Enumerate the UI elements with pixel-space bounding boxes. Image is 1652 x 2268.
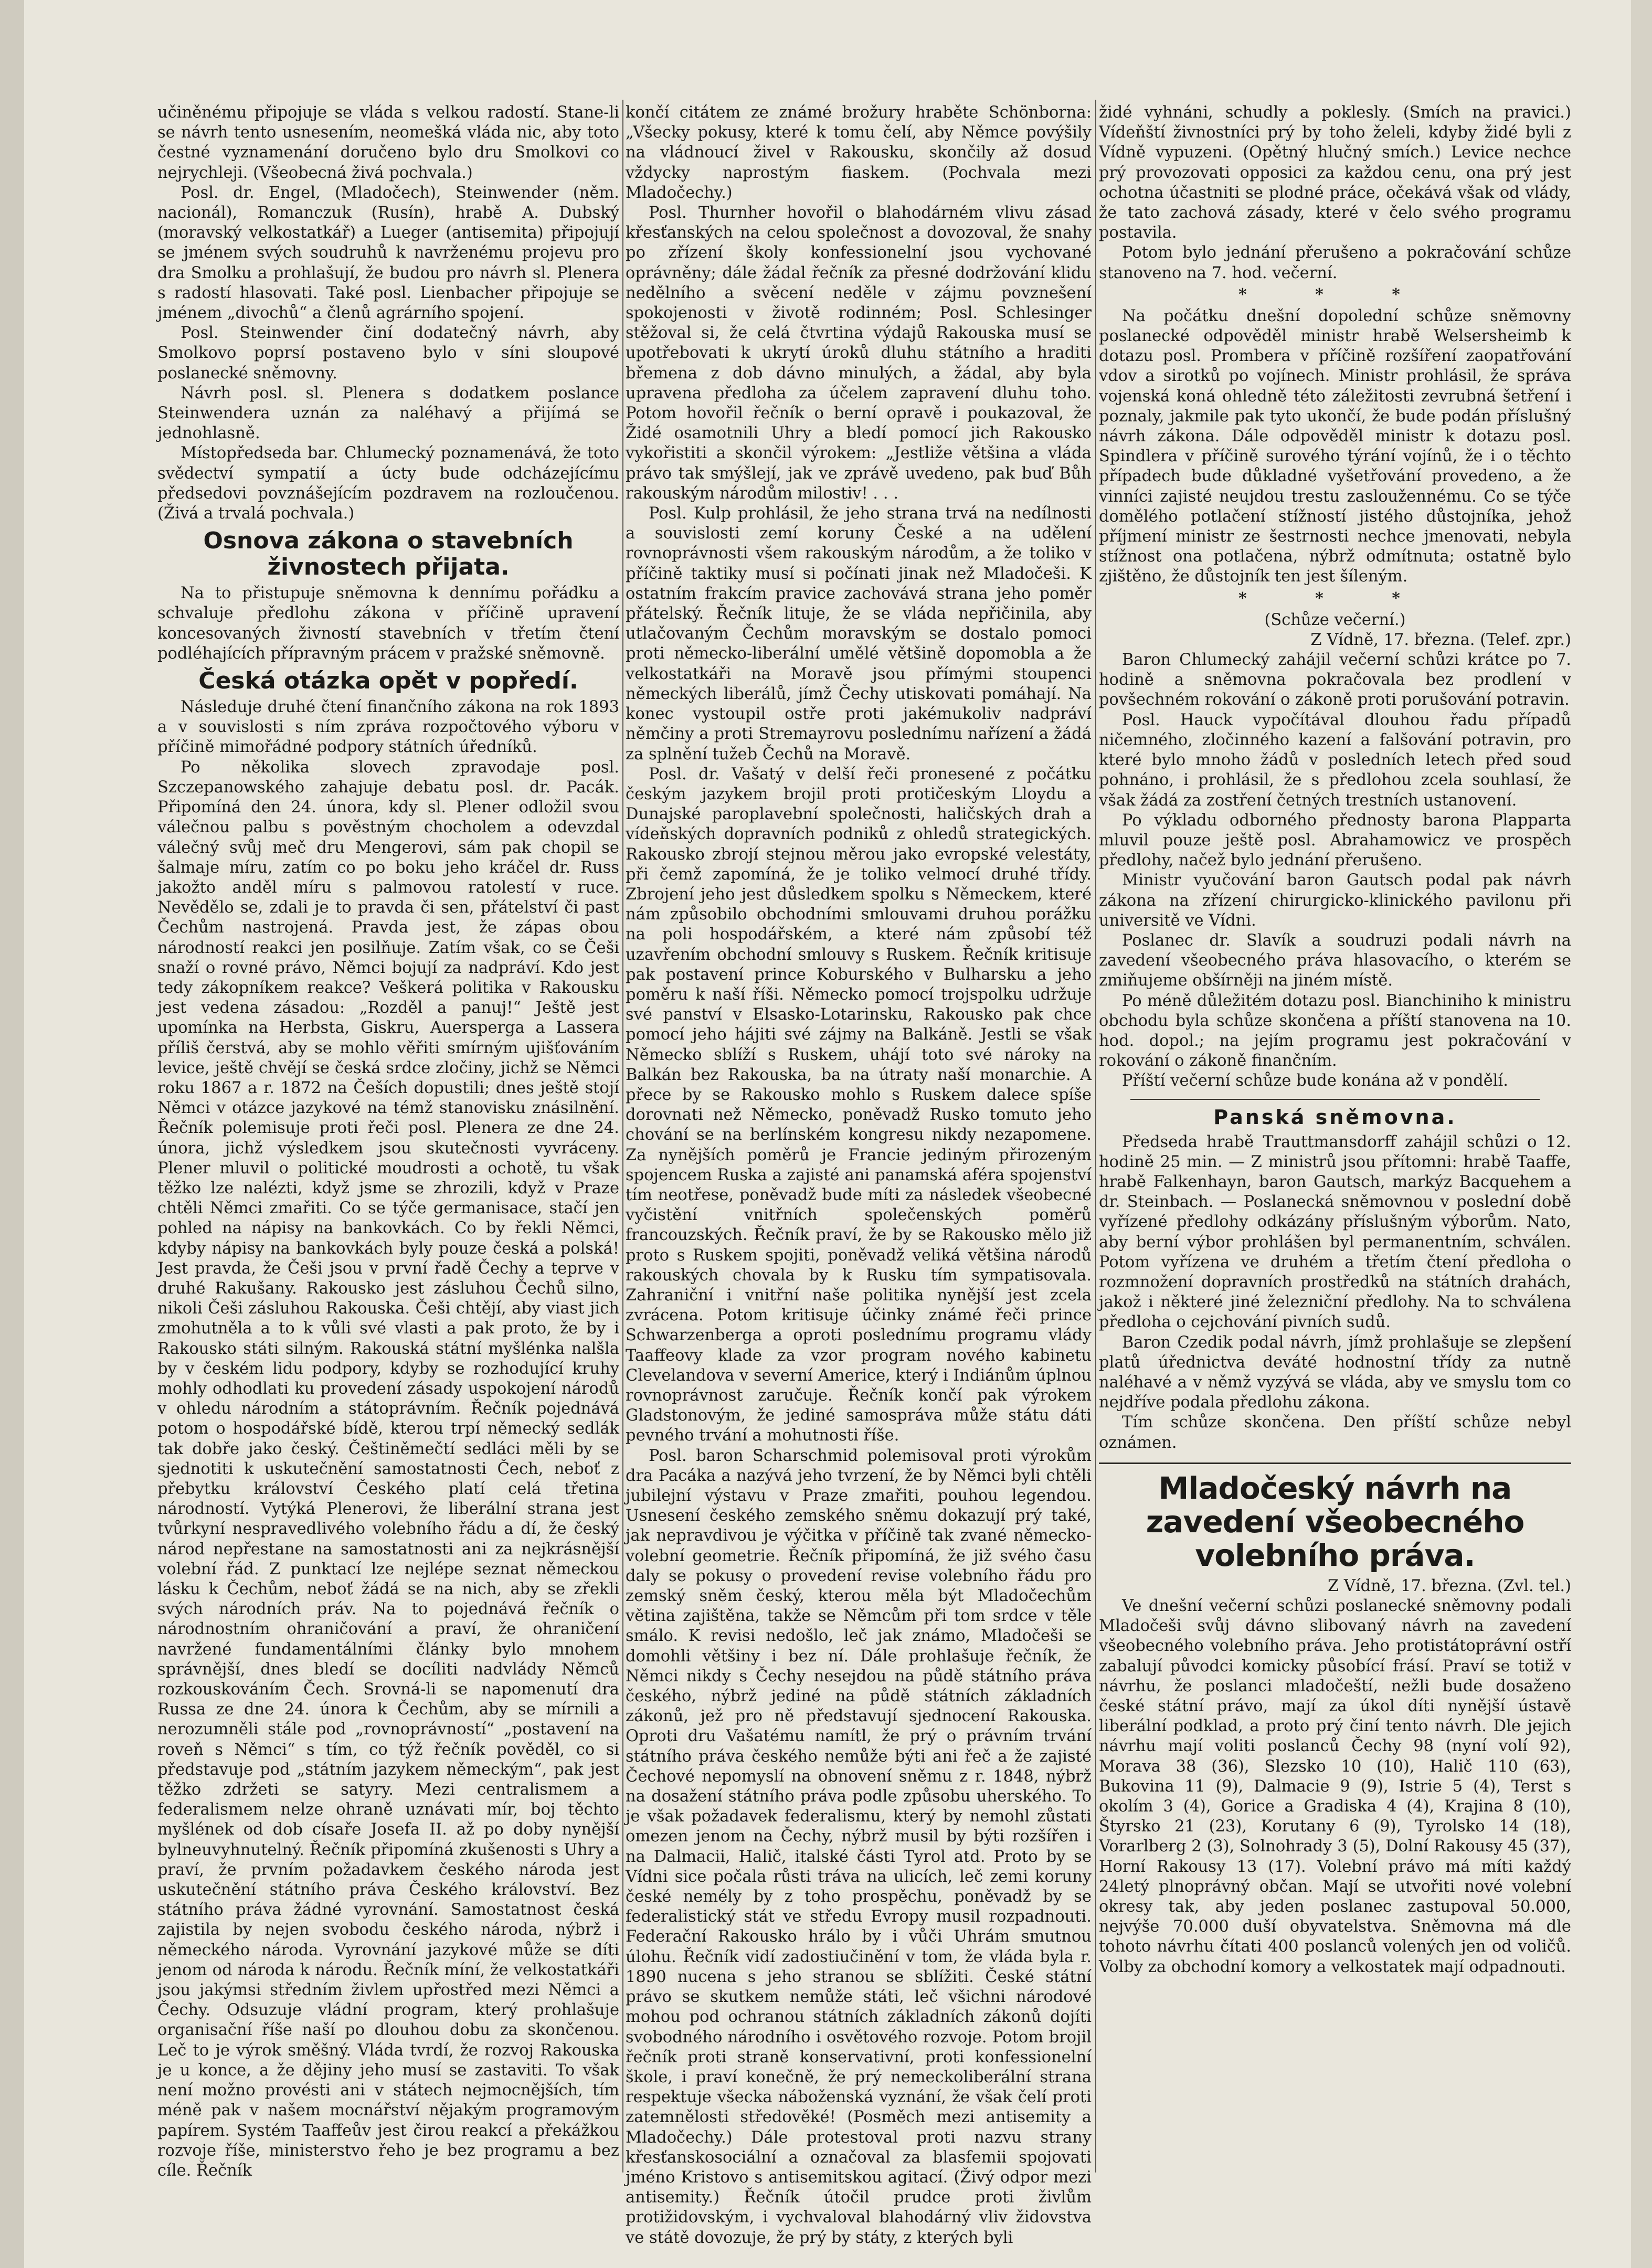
section-separator: * * * <box>1238 589 1432 608</box>
paragraph: Baron Chlumecký zahájil večerní schůzi krátce po 7. hodině a sněmovna pokračovala bez prodlení v povšechném rokování o zákoně proti porušování potravin. <box>1099 651 1571 709</box>
headline-ceska-otazka: Česká otázka opět v popředí. <box>198 667 578 695</box>
column-rule-1 <box>622 100 623 2172</box>
dateline: Z Vídně, 17. března. (Telef. zpr.) <box>1310 630 1571 649</box>
scan-margin-right <box>1631 0 1652 2268</box>
paragraph: Tím schůze skončena. Den příští schůze nebyl oznámen. <box>1099 1413 1571 1452</box>
column-3 <box>1099 103 1571 2191</box>
paragraph: Následuje druhé čtení finančního zákona na rok 1893 a v souvislosti s ním zpráva rozpočtového výboru v příčině mimořádné podpory státních úředníků. <box>157 698 619 757</box>
paragraph: Posl. dr. Engel, (Mladočech), Steinwender (něm. nacionál), Romanczuk (Rusín), hrabě A. Dubský (moravský velkostatkář) a Lueger (antisemita) připojují se jménem svých soudruhů k navrženému projevu pro dra Smolku a prohlašují, že budou pro návrh sl. Plenera s radostí hlasovati. Také posl. Lienbacher připojuje se jménem „divochů“ a členů agrárního spojení. <box>157 183 619 323</box>
column-rule-2 <box>1095 100 1096 2172</box>
paragraph: Posl. Hauck vypočítával dlouhou řadu případů ničemného, zločinného kazení a falšování potravin, pro které bylo mnoho žádů v posledních letech před soud pohnáno, i prohlásil, že s předlohou zcela souhlasí, že však žádá za zostření četných trestních ustanovení. <box>1099 711 1571 810</box>
paragraph: Místopředseda bar. Chlumecký poznamenává, že toto svědectví sympatií a úcty bude odcházejícímu předsedovi povznášejícím pozdravem na rozloučenou. (Živá a trvalá pochvala.) <box>157 444 619 523</box>
subheading-evening-session: (Schůze večerní.) <box>1264 610 1406 629</box>
paragraph: Posl. dr. Vašatý v delší řeči pronesené z počátku českým jazykem brojil proti protičeským Lloydu a Dunajské paroplavební společnosti, haličských drah a vídeňských dopravních podniků z ohledů strategických. Rakousko zbrojí stejnou měrou jako evropské velestáty, při čemž zapomíná, že je toliko velmocí druhé třídy. Zbrojení jeho jest důsledkem spolku s Německem, které nám způsobilo obchodními smlouvami druhou porážku na poli hospodářském, a které nám způsobí též uzavřením obchodní smlouvy s Ruskem. Řečník kritisuje pak postavení prince Koburského v Bulharsku a jeho poměru k naší říši. Německo pomocí trojspolku udržuje své panství v Elsasko-Lotarinsku, Rakousko pak chce pomocí jeho hájiti své zájmy na Balkáně. Jestli se však Německo sblíží s Ruskem, uhájí toto své nároky na Balkán bez Rakouska, ba na útraty naší monarchie. A přece by se Rakousko mohlo s Ruskem dalece spíše dorovnati než Německo, poněvadž Rusko tomuto jeho chování se na berlínském kongresu nikdy nezapomene. Za nynějších poměrů je Francie jediným přirozeným spojencem Ruska a zajisté ani panamská aféra spojenství tím neotřese, poněvadž bude míti za následek všeobecné vyčistění vnitřních společenských poměrů francouzských. Řečník praví, že by se Rakousko mělo již proto s Ruskem spojiti, poněvadž veliká většina národů rakouských chovala by k Rusku tím sympatisovala. Zahraniční i vnitřní naše politika nynější jest zcela zvrácena. Potom kritisuje účinky známé řeči prince Schwarzenberga a oproti poslednímu programu vlády Taaffeovy klade za vzor program nového kabinetu Clevelandova v severní Americe, který i Indiánům úplnou rovnoprávnost zaručuje. Řečník končí pak výrokem Gladstonovým, že jediné samospráva může státu dáti pevného trvání a mohutnosti říše. <box>626 765 1092 1445</box>
paragraph: Po několika slovech zpravodaje posl. Szczepanowského zahajuje debatu posl. dr. Pacák. Připomíná den 24. února, kdy sl. Plener odložil svou válečnou palbu s pověstným chocholem a odevzdal válečný svůj meč dru Mengerovi, sám pak chopil se šalmaje míru, zatím co po boku jeho kráčel dr. Russ jakožto anděl míru s palmovou ratolestí v ruce. Nevědělo se, zdali je to pravda či sen, přátelství či past Čechům nastrojená. Pravda jest, že zápas obou národností reakci jen posilňuje. Zatím však, co se Češi snaží o rovné právo, Němci bojují za nadpráví. Kdo jest tedy zákopníkem reakce? Veškerá politika v Rakousku jest vedena zásadou: „Rozděl a panuj!“ Ještě jest upomínka na Herbsta, Giskru, Auersperga a Lassera příliš čerstvá, aby se mohlo věřiti smírným ujišťováním levice, ještě chvějí se česká srdce zločiny, jichž se Němci roku 1867 a r. 1872 na Češích dopustili; dnes ještě stojí Němci v otázce jazykové na témž stanovisku znásilnění. Řečník polemisuje proti řeči posl. Plenera ze dne 24. února, jichž výsledkem jsou skutečnosti vyvráceny. Plener mluvil o politické moudrosti a ochotě, tu však těžko lze nalézti, když jsme se zhrozili, když v Praze chtěli Němci zmařiti. Co se týče germanisace, stačí jen pohled na nápisy na bankovkách. Co by řekli Němci, kdyby nápisy na bankovkách byly pouze česká a polská! Jest pravda, že Češi jsou v první řadě Čechy a teprve v druhé Rakušany. Rakousko jest zásluhou Čechů silno, nikoli Češi zásluhou Rakouska. Češi chtějí, aby viast jich zmohutněla a to k vůli své vlasti a pak proto, že by i Rakousko státi silným. Rakouská státní myšlénka nalšla by v českém lidu podpory, kdyby se rozhodující kruhy mohly odhodlati ku provedení zásady uspokojení národů v ohledu národním a státoprávním. Řečník pojednává potom o hospodářské bídě, kterou trpí německý sedlák tak dobře jako český. Češtiněmečtí sedláci měli by se sjednotiti k uskutečnění samostatnosti Čech, neboť z přebytku království Českého platí celá třetina národností. Vytýká Plenerovi, že liberální strana jest tvůrkyní nespravedlivého volebního řádu a dí, že český národ nepřestane na samostatnosti ani za nejkrásnější volební řád. Z punktací lze nejlépe seznat německou lásku k Čechům, neboť žádá se na nich, aby se zřekli svých národních práv. Na to pojednává řečník o národnostním ohraničování a praví, že ohraničení navržené fundamentálními články bylo mnohem správnější, dnes bledí se docíliti nadvlády Němců rozkouskováním Čech. Srovná-li se napomenutí dra Russa ze dne 24. února k Čechům, aby se mírnili a nerozumněli stále pod „rovnoprávností“ „postavení na roveň s Němci“ s tím, co týž řečník pověděl, co si představuje pod „státním jazykem německým“, pak jest těžko zdržeti se satyry. Mezi centralismem a federalismem nelze ohraně uznávati mír, boj těchto myšlének od dob císaře Josefa II. až po doby nynější bylneuvyhnutelný. Řečník připomíná zkušenosti s Uhry a praví, že prvním požadavkem českého národa jest uskutečnění státního práva Českého království. Bez státního práva žádné vyrovnání. Samostatnost česká zajistila by nejen svobodu českého národa, nýbrž i německého národa. Vyrovnání jazykové může se díti jenom od národa k národu. Řečník míní, že velkostatkáři jsou jakýmsi středním živlem upřostřed mezi Němci a Čechy. Odsuzuje vládní program, který prohlašuje organisační říše naší po dlouhou dobu za skončenou. Leč to je výrok směšný. Vláda tvrdí, že rozvoj Rakouska je u konce, a že dějiny jeho musí se zastaviti. To však není možno provésti ani v státech nejmocnějších, tím méně pak v našem mocnářství nějakým programovým papírem. Systém Taaffeův jest čirou reakcí a překážkou rozvoje říše, ministerstvo řeho je bez programu a bez cíle. Řečník <box>157 758 619 2180</box>
divider <box>1130 1099 1540 1100</box>
paragraph: Potom bylo jednání přerušeno a pokračování schůze stanoveno na 7. hod. večerní. <box>1099 243 1571 282</box>
paragraph: Posl. baron Scharschmid polemisoval proti výrokům dra Pacáka a nazývá jeho tvrzení, že by Němci byli chtěli jubilejní výstavu v Praze zmařiti, pouhou legendou. Usnesení českého zemského sněmu dokazují prý také, jak nepravdivou je výčitka v příčině tak zvané německo-volební geometrie. Řečník připomíná, že již svého času daly se pokusy o provedení revise volebního řádu pro zemský sněm český, kterou měla být Mladočechům větina zajištěna, takže se Němcům při tom srdce v těle smálo. K revisi nedošlo, leč jak známo, Mladočeši se domohli většiny i bez ní. Dále prohlašuje řečník, že Němci nikdy s Čechy nesejdou na půdě státního práva českého, nýbrž jediné na půdě státních základních zákonů, jež pro ně představují sjednocení Rakouska. Oproti dru Vašatému namítl, že prý o právním trvání státního práva českého nemůže býti ani řeč a že zajisté Čechové nepomyslí na obnovení sněmu z r. 1848, nýbrž na dosažení státního práva podle způsobu uherského. To je však požadavek federalismu, který by nemohl zůstati omezen jenom na Čechy, nýbrž musil by býti rozšířen i na Dalmacii, Halič, italské části Tyrol atd. Proto by se Vídni sice počala růsti tráva na ulicích, leč zemi koruny české nemély by z toho prospěchu, poněvadž by se federalistický stát ve středu Evropy musil rozpadnouti. Federační Rakousko hrálo by i vůči Uhrám smutnou úlohu. Řečník vidí zadostiučinění v tom, že vláda byla r. 1890 nucena s jeho stranou se sblížiti. České státní právo se skutkem nemůže státi, leč všichni národové mohou pod ochranou státních základních zákonů dojíti svobodného národního i osvětového rozvoje. Potom brojil řečník proti straně konservativní, proti konfessionelní škole, i praví konečně, že prý nemeckoliberální strana respektuje všecka náboženská vyznání, že však čelí proti zatemnělosti středověké! (Posměch mezi antisemity a Mladočechy.) Dále protestoval proti nazvu strany křesťanskosociální a označoval za blasfemii spojovati jméno Kristovo s antisemitskou agitací. (Živý odpor mezi antisemity.) Řečník útočil prudce proti živlům protižidovským, i vychvaloval blahodárný vliv židovstva ve státě dovozuje, že prý by státy, z kterých byli <box>626 1446 1092 2247</box>
paragraph: Příští večerní schůze bude konána až v pondělí. <box>1122 1072 1508 1090</box>
paragraph: Po méně důležitém dotazu posl. Bianchiniho k ministru obchodu byla schůze skončena a příští stanovena na 10. hod. dopol.; na jejím programu jest pokračování v rokování o zákoně finančním. <box>1099 991 1571 1071</box>
paragraph: Posl. Thurnher hovořil o blahodárném vlivu zásad křesťanských na celou společnost a dovozoval, že snahy po zřízení školy konfessionelní jsou vychované oprávněny; dále žádal řečník za přesné dodržování klidu nedělního a svěcení neděle v zájmu povznešení spokojenosti v životě rodinném; Posl. Schlesinger stěžoval si, že celá čtvrtina výdajů Rakouska musí se upotřebovati k ukrytí úroků dluhu státního a hraditi břemena z dob dávno minulých, a žádal, aby byla upravena předloha za účelem zapravení dluhu toho. Potom hovořil řečník o berní opravě i poukazoval, že Židé osamotnili Uhry a bledí pomocí jich Rakousko vykořistiti a skončil výrokem: „Jestliže většina a vláda právo tak smýšlejí, jak ve zprávě uvedeno, pak buď Bůh rakouským národům milostiv! . . . <box>626 204 1092 503</box>
column-2 <box>626 103 1092 2247</box>
paragraph: Na počátku dnešní dopolední schůze sněmovny poslanecké odpověděl ministr hrabě Welsersheimb k dotazu posl. Prombera v příčině rozšíření zaopatřování vdov a sirotků po vojínech. Ministr prohlásil, že správa vojenská koná ohledně této záležitosti zevrubná šetření i poznaly, jakmile pak tyto ukončí, že bude podán příslušný návrh zákona. Dále odpověděl ministr k dotazu posl. Spindlera v příčině surového týrání vojínů, že i o těchto případech bude důkladné vyšetřování provedeno, a že vinníci zajisté neujdou trestu zasloužennému. Co se týče domělého potlačení stížností jistého důstojníka, jehož příjmení ministr ze šestrnosti nechce jmenovati, nebyla stížnost ona potlačena, nýbrž odmítnuta; ostatně bylo zjištěno, že důstojník ten jest šíleným. <box>1099 306 1571 586</box>
section-separator: * * * <box>1238 285 1432 304</box>
paragraph: učiněnému připojuje se vláda s velkou radostí. Stane-li se návrh tento usnesením, neomešká vláda nic, aby toto čestné vyznamenání doručeno bylo dru Smolkovi co nejrychleji. (Všeobecná živá pochvala.) <box>157 103 619 182</box>
divider <box>1099 1462 1571 1464</box>
column-1 <box>157 103 619 2191</box>
paragraph: Předseda hrabě Trauttmansdorff zahájil schůzi o 12. hodině 25 min. — Z ministrů jsou přítomni: hrabě Taaffe, hrabě Falkenhayn, baron Gautsch, markýz Bacquehem a dr. Steinbach. — Poslanecká sněmovnou v poslední době vyřízené předlohy odkázány příslušným výborům. Nato, aby berní výbor prohlášen byl permanentním, schválen. Potom vyřízena ve druhém a třetím čtení předloha o rozmnožení dopravních prostředků na státních drahách, jakož i některé jiné železniční předlohy. Na to schválena předloha o cejchování pivních sudů. <box>1099 1132 1571 1332</box>
scan-margin-left <box>0 0 24 2268</box>
paragraph: končí citátem ze známé brožury hraběte Schönborna: „Všecky pokusy, které k tomu čelí, aby Němce povýšily na vládnoucí živel v Rakousku, skončily až dosud vždycky naprostým fiaskem. (Pochvala mezi Mladočechy.) <box>626 103 1092 202</box>
paragraph: Baron Czedik podal návrh, jímž prohlašuje se zlepšení platů úřednictva deváté hodnostní třídy za nutně naléhavé a v němž vyzývá se vláda, aby ve smyslu tom co nejdříve podala předlohu zákona. <box>1099 1333 1571 1412</box>
paragraph: Ministr vyučování baron Gautsch podal pak návrh zákona na zřízení chirurgicko-klinického pavilonu při universitě ve Vídni. <box>1099 871 1571 930</box>
paragraph: Posl. Kulp prohlásil, že jeho strana trvá na nedílnosti a souvislosti zemí koruny České a na udělení rovnoprávnosti všem rakouským národům, a že toliko v příčině taktiky musí si počínati jinak než Mladočeši. K ostatním frakcím pravice zachovává strana jeho poměr přátelský. Řečník lituje, že se vláda nepřičinila, aby utlačovaným Čechům moravským se dostalo pomoci proti německo-liberální umělé většině dopomobla a že velkostatkáři na Moravě jsou přímými stoupenci německých liberálů, jímž Čechy utiskovati pomáhají. Na konec vystoupil ostře proti jakémukoliv nadpráví němčiny a proti Stremayrovu poslednímu nařízení a žádá za splnění tužeb Čechů na Moravě. <box>626 504 1092 764</box>
headline-panska-snemovna: Panská sněmovna. <box>1213 1105 1457 1129</box>
headline-stavebni-zivnosti: Osnova zákona o stavebních živnostech přijata. <box>203 527 574 581</box>
paragraph: Ve dnešní večerní schůzi poslanecké sněmovny podali Mladočeši svůj dávno slibovaný návrh na zavedení všeobecného volebního práva. Jeho protistátoprávní ostří zabalují původci komicky působící frásí. Praví se totiž v návrhu, že poslanci mladočeští, nežli bude dosaženo české státní právo, mají za úkol díti nynější ústavě liberální podklad, a proto prý činí tento návrh. Dle jejich návrhu mají voliti poslanců Čechy 98 (nyní volí 92), Morava 38 (36), Slezsko 10 (10), Halič 110 (63), Bukovina 11 (9), Dalmacie 9 (9), Istrie 5 (4), Terst s okolím 3 (4), Gorice a Gradiska 4 (4), Krajina 8 (10), Štyrsko 21 (23), Korutany 6 (9), Tyrolsko 14 (18), Vorarlberg 2 (3), Solnohrady 3 (5), Dolní Rakousy 45 (37), Horní Rakousy 13 (17). Volební právo má míti každý 24letý plnoprávný občan. Mají se utvořiti nové volební okresy tak, aby jeden poslanec zastupoval 50.000, nejvýše 70.000 duší obyvatelstva. Sněmovna má dle tohoto návrhu čítati 400 poslanců volených jen od voličů. Volby za obchodní komory a velkostatek mají odpadnouti. <box>1099 1597 1571 1976</box>
paragraph: Po výkladu odborného přednosty barona Plapparta mluvil pouze ještě posl. Abrahamowicz ve prospěch předlohy, načež bylo jednání přerušeno. <box>1099 811 1571 870</box>
paragraph: Posl. Steinwender činí dodatečný návrh, aby Smolkovo poprsí postaveno bylo v síni sloupové poslanecké sněmovny. <box>157 324 619 383</box>
paragraph: židé vyhnáni, schudly a poklesly. (Smích na pravici.) Vídeňští živnostníci prý by toho želeli, kdyby židé byli z Vídně vypuzeni. (Opětný hlučný smích.) Levice nechce prý provozovati opposici za každou cenu, ona prý jest ochotna účastniti se plodné práce, očekává však od vlády, že tato zachová zásady, které v čelo svého programu postavila. <box>1099 103 1571 242</box>
paragraph: Poslanec dr. Slavík a soudruzi podali návrh na zavedení všeobecného práva hlasovacího, o kterém se zmiňujeme obšírněji na jiném místě. <box>1099 931 1571 990</box>
headline-mladocesky-navrh: Mladočeský návrh na zavedení všeobecného volebního práva. <box>1146 1470 1524 1573</box>
paragraph: Na to přistupuje sněmovna k dennímu pořádku a schvaluje předlohu zákona v příčině upravení koncesovaných živností stavebních v třetím čtení podléhajících přípravným prácem v pražské sněmovně. <box>157 584 619 663</box>
paragraph: Návrh posl. sl. Plenera s dodatkem poslance Steinwendera uznán za naléhavý a přijímá se jednohlasně. <box>157 384 619 443</box>
dateline: Z Vídně, 17. března. (Zvl. tel.) <box>1327 1576 1571 1595</box>
